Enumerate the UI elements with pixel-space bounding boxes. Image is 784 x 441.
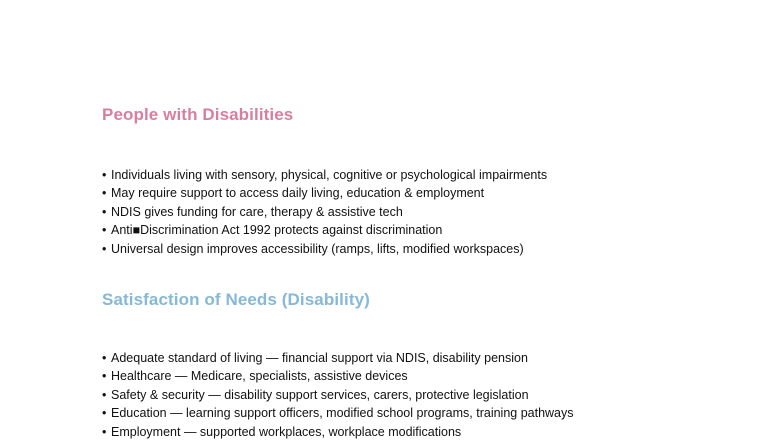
- list-item-text: Anti■Discrimination Act 1992 protects against discrimination: [111, 223, 443, 238]
- list-item-text: Adequate standard of living — financial support via NDIS, disability pension: [111, 351, 528, 365]
- list-item: [102, 184, 547, 202]
- list-item: [102, 404, 574, 422]
- bullet-icon: •: [102, 223, 107, 238]
- bullet-icon: •: [102, 369, 107, 384]
- list-item: [102, 240, 547, 258]
- list-item: [102, 349, 574, 367]
- list-item-text: NDIS gives funding for care, therapy & assistive tech: [111, 204, 403, 219]
- list-item: [102, 367, 574, 385]
- list-item: [102, 166, 547, 184]
- bullet-icon: •: [102, 387, 107, 402]
- bullet-icon: •: [102, 406, 107, 421]
- list-item-text: Employment — supported workplaces, workplace modifications: [111, 424, 462, 439]
- section-heading: People with Disabilities: [102, 105, 294, 124]
- list-item-text: Safety & security — disability support services, carers, protective legislation: [111, 387, 529, 402]
- bullet-icon: •: [102, 204, 107, 219]
- bullet-list: [102, 166, 547, 258]
- bullet-list: [102, 349, 574, 441]
- bullet-icon: •: [102, 241, 107, 256]
- bullet-icon: •: [102, 168, 107, 182]
- list-item: [102, 203, 547, 221]
- section-heading: Satisfaction of Needs (Disability): [102, 290, 370, 309]
- section-satisfaction-of-needs: [102, 289, 574, 439]
- list-item: [102, 221, 547, 239]
- section-people-with-disabilities: [102, 104, 548, 256]
- list-item: [102, 423, 574, 441]
- list-item-text: Healthcare — Medicare, specialists, assistive devices: [111, 369, 408, 384]
- list-item-text: Education — learning support officers, modified school programs, training pathways: [111, 406, 574, 421]
- bullet-icon: •: [102, 351, 107, 365]
- list-item-text: Individuals living with sensory, physical, cognitive or psychological impairments: [111, 168, 548, 182]
- list-item: [102, 386, 574, 404]
- bullet-icon: •: [102, 186, 107, 201]
- bullet-icon: •: [102, 424, 107, 439]
- list-item-text: May require support to access daily living, education & employment: [111, 186, 485, 201]
- list-item-text: Universal design improves accessibility (ramps, lifts, modified workspaces): [111, 241, 524, 256]
